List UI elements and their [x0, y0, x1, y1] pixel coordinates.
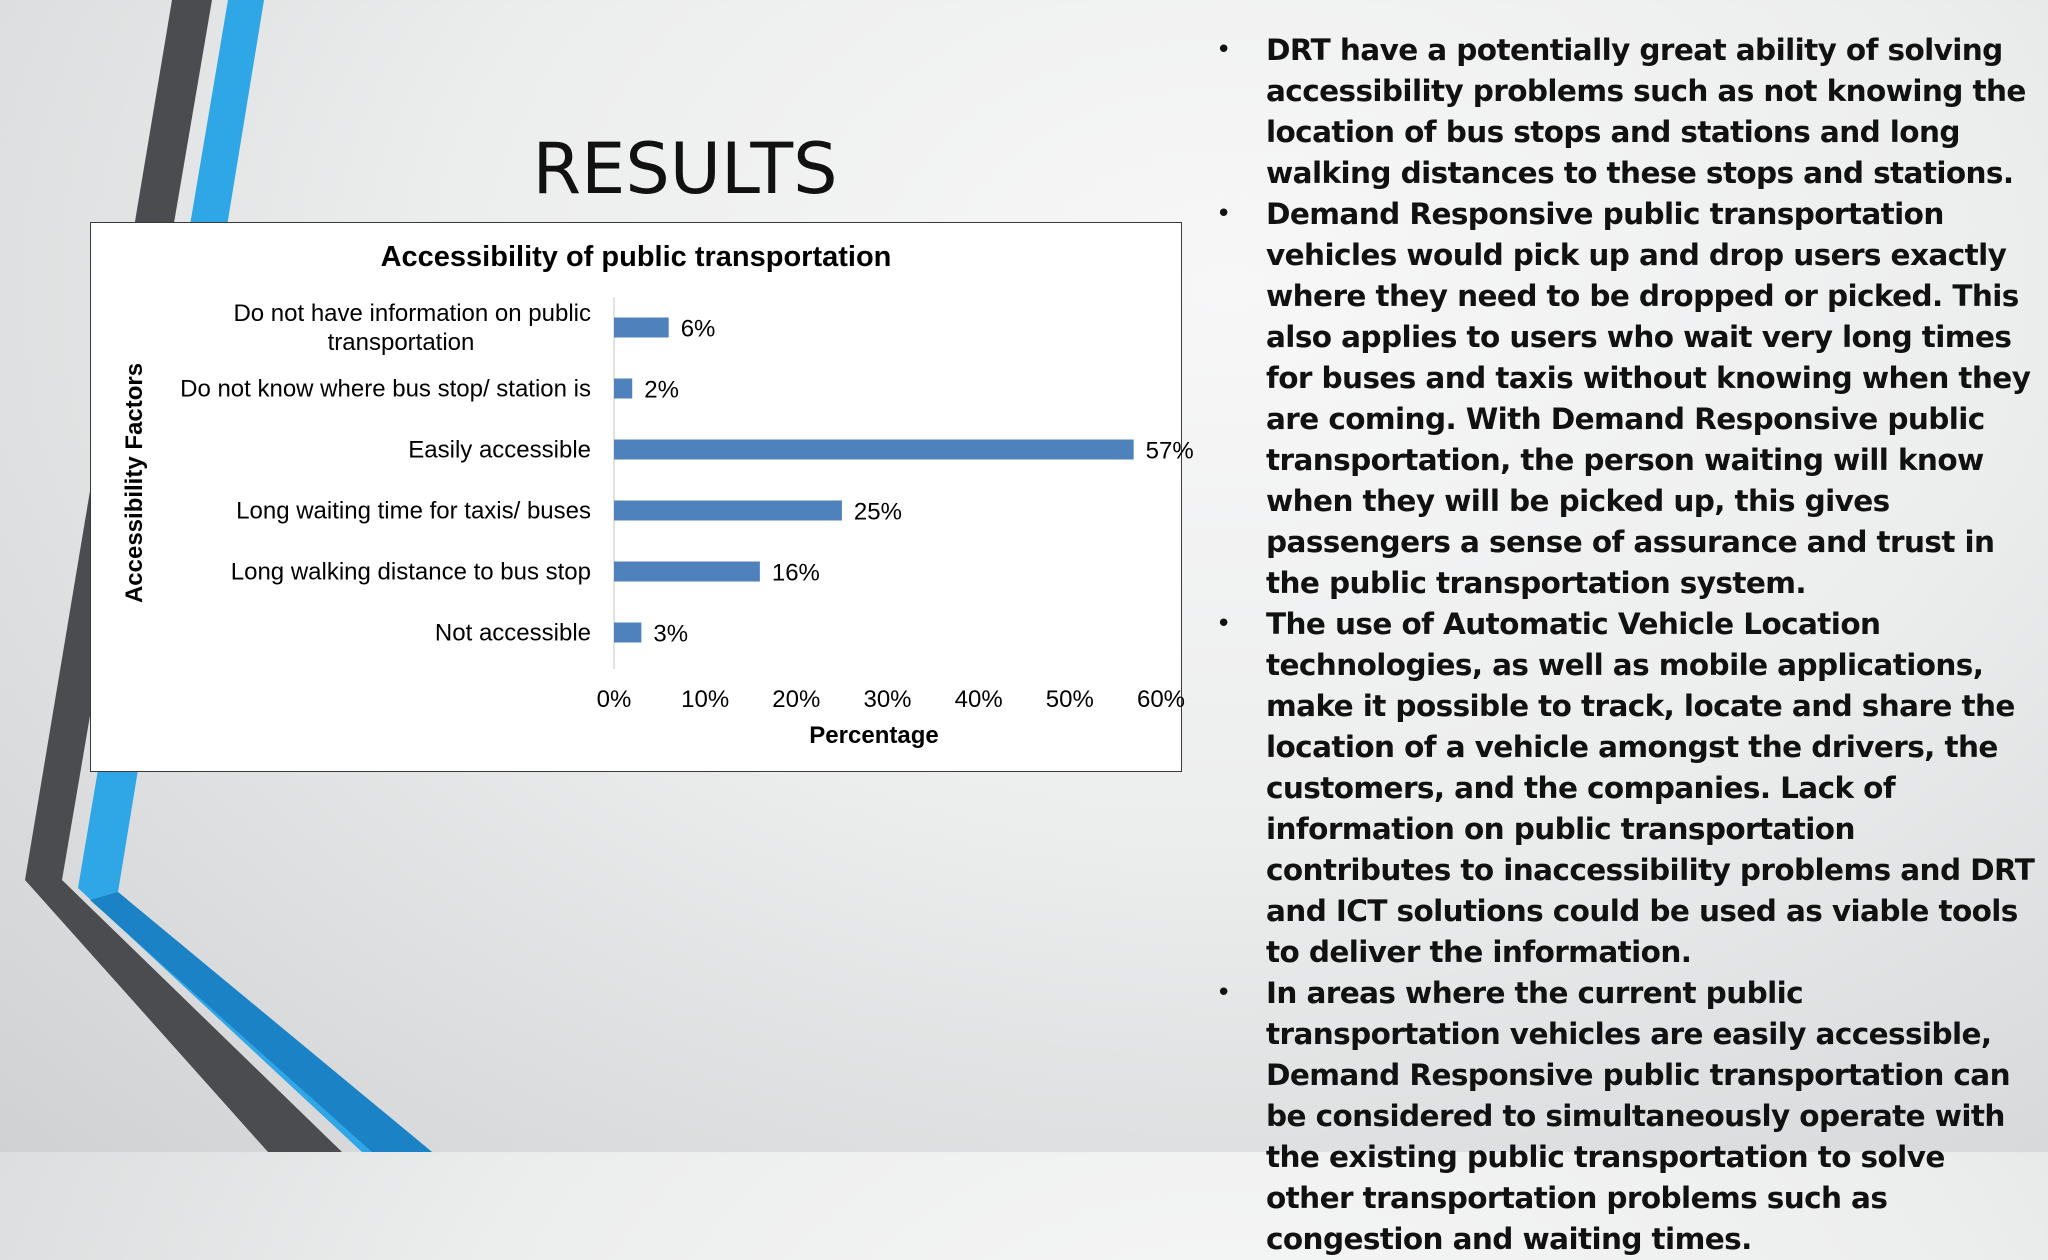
bar: [614, 318, 669, 338]
bars-layer: [614, 315, 1134, 643]
bullet-item: [1204, 604, 2040, 973]
value-label: 25%: [853, 498, 902, 526]
category-label: Not accessible: [434, 619, 591, 647]
value-label: 16%: [771, 559, 820, 587]
category-label: Do not have information on public: [233, 300, 591, 327]
category-label: transportation: [327, 329, 475, 356]
bullet-dot-icon: •: [1216, 978, 1231, 1008]
slide-title: RESULTS: [532, 128, 838, 210]
bullet-dot-icon: •: [1216, 35, 1231, 65]
category-label: Easily accessible: [408, 436, 591, 464]
x-tick-label: 60%: [1136, 686, 1186, 713]
value-label: 2%: [644, 376, 679, 404]
x-tick-label: 10%: [681, 686, 730, 713]
bullet-text: DRT have a potentially great ability of solving accessibility problems such as not knowing the location of bus stops and stations and long walking distances to these stops and stations.: [1266, 33, 2026, 190]
y-axis-label: Accessibility Factors: [121, 362, 148, 604]
bullet-dot-icon: •: [1216, 609, 1231, 639]
x-tick-labels: [597, 686, 1185, 713]
bar-chart: [91, 223, 1194, 773]
bar: [614, 440, 1134, 460]
bullet-item: [1204, 194, 2040, 604]
value-label: 57%: [1145, 437, 1194, 465]
x-tick-label: 0%: [596, 686, 632, 713]
x-axis-label: Percentage: [809, 722, 939, 749]
x-tick-label: 50%: [1045, 686, 1094, 713]
value-label: 3%: [653, 620, 689, 648]
category-labels: [180, 300, 591, 647]
category-label: Long waiting time for taxis/ buses: [236, 497, 591, 525]
x-tick-label: 20%: [772, 686, 821, 713]
bar: [614, 379, 632, 399]
bullet-text: The use of Automatic Vehicle Location technologies, as well as mobile applications, make it possible to track, locate and share the location of a vehicle amongst the drivers, the customers, and the companies. Lack of information on public transportation contributes to inaccessibility problems and DRT and ICT solutions could be used as viable tools to deliver the information.: [1266, 607, 2035, 969]
bullet-text: In areas where the current public transportation vehicles are easily accessible, Demand Responsive public transportation can be considered to simultaneously operate with the existing public transportation to solve other transportation problems such as congestion and waiting times.: [1266, 976, 2010, 1256]
bar: [614, 623, 641, 643]
category-label: Do not know where bus stop/ station is: [180, 375, 591, 403]
bullet-text: Demand Responsive public transportation vehicles would pick up and drop users exactly where they need to be dropped or picked. This also applies to users who wait very long times for buses and taxis without knowing when they are coming. With Demand Responsive public transportation, the person waiting will know when they will be picked up, this gives passengers a sense of assurance and trust in the public transportation system.: [1266, 197, 2031, 600]
value-labels: [644, 316, 1193, 648]
bullet-dot-icon: •: [1216, 199, 1231, 229]
chart-container: [90, 222, 1194, 772]
x-tick-label: 40%: [954, 686, 1003, 713]
chart-title: Accessibility of public transportation: [380, 241, 892, 273]
bullet-item: [1204, 30, 2040, 194]
category-label: Long walking distance to bus stop: [230, 558, 591, 586]
bullet-list: [1204, 30, 2040, 1260]
bullet-item: [1204, 973, 2040, 1260]
bar: [614, 562, 760, 582]
bar: [614, 501, 842, 521]
value-label: 6%: [680, 315, 716, 343]
x-tick-label: 30%: [863, 686, 912, 713]
